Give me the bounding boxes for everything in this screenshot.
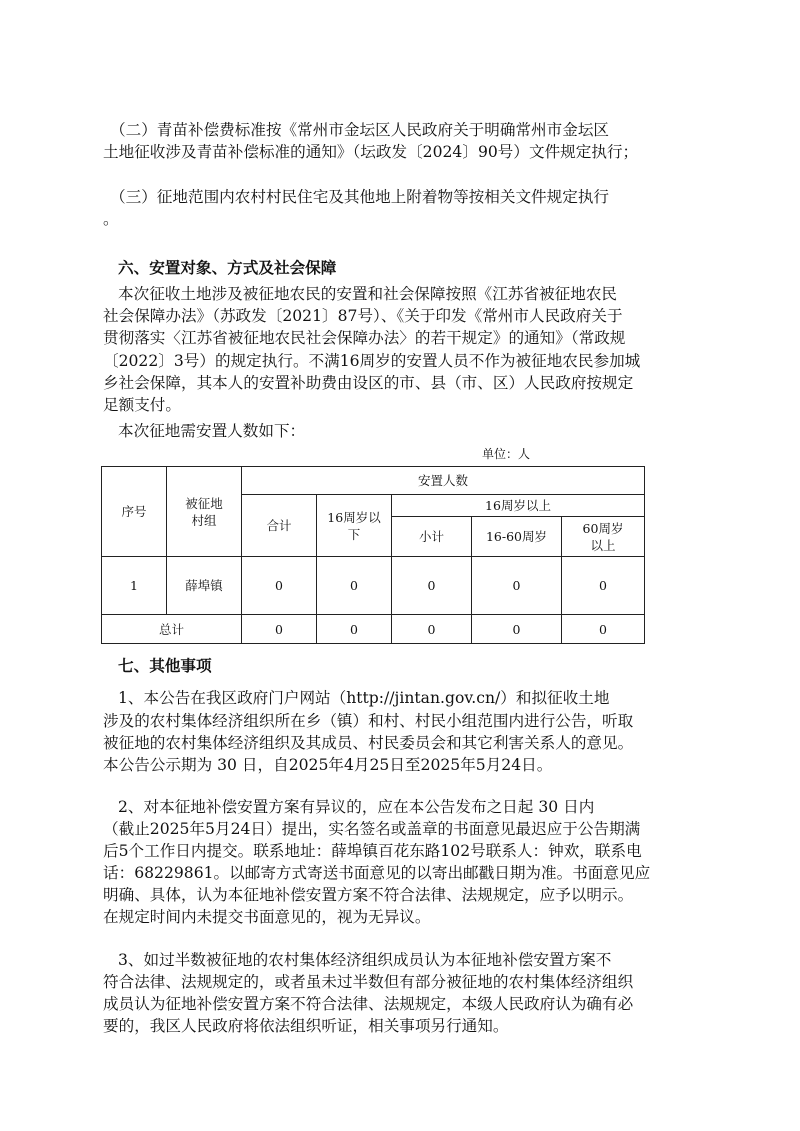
cell-village: 薛埠镇 <box>167 557 242 615</box>
paragraph-line: 成员认为征地补偿安置方案不符合法律、法规规定，本级人民政府认为确有必 <box>103 995 634 1013</box>
header-under16 <box>317 495 392 557</box>
paragraph-line: 足额支付。 <box>103 396 181 414</box>
cell-over60: 0 <box>562 557 645 615</box>
cell-age16-60: 0 <box>472 557 562 615</box>
cell-seq: 1 <box>102 557 167 615</box>
header-total: 合计 <box>242 495 317 557</box>
paragraph-line: 。 <box>103 210 119 228</box>
sum-under16: 0 <box>317 615 392 644</box>
section-heading: 六、安置对象、方式及社会保障 <box>118 259 337 277</box>
paragraph-line: （二）青苗补偿费标准按《常州市金坛区人民政府关于明确常州市金坛区 <box>110 121 610 139</box>
table-row <box>102 557 645 615</box>
paragraph-line: 本公告公示期为 30 日，自2025年4月25日至2025年5月24日。 <box>103 756 553 774</box>
table-sum-row <box>102 615 645 644</box>
paragraph-line: （截止2025年5月24日）提出，实名签名或盖章的书面意见最迟应于公告期满 <box>103 820 641 838</box>
paragraph-line: 1、本公告在我区政府门户网站（http://jintan.gov.cn/）和拟征收土地 <box>118 689 610 707</box>
table-header-row <box>102 467 645 495</box>
header-over60 <box>562 517 645 557</box>
resettlement-table <box>101 466 645 644</box>
header-village-text: 被征地村组 <box>185 495 223 528</box>
sum-subtotal: 0 <box>392 615 472 644</box>
paragraph-line: 符合法律、法规规定的，或者虽未过半数但有部分被征地的农村集体经济组织 <box>103 973 634 991</box>
header-resettle-count: 安置人数 <box>242 467 645 495</box>
paragraph-line: 土地征收涉及青苗补偿标准的通知》（坛政发〔2024〕90号）文件规定执行； <box>103 143 639 161</box>
cell-under16: 0 <box>317 557 392 615</box>
sum-over60: 0 <box>562 615 645 644</box>
sum-label: 总计 <box>102 615 242 644</box>
header-village <box>167 467 242 557</box>
sum-age16-60: 0 <box>472 615 562 644</box>
section-heading: 七、其他事项 <box>118 657 212 675</box>
header-age16-60: 16-60周岁 <box>472 517 562 557</box>
paragraph-line: 后5个工作日内提交。联系地址：薛埠镇百花东路102号联系人：钟欢，联系电 <box>103 842 642 860</box>
unit-label: 单位：人 <box>482 447 531 461</box>
cell-total: 0 <box>242 557 317 615</box>
header-subtotal: 小计 <box>392 517 472 557</box>
paragraph-line: 贯彻落实〈江苏省被征地农民社会保障办法〉的若干规定》的通知》（常政规 <box>103 329 626 347</box>
paragraph-line: 〔2022〕3号）的规定执行。不满16周岁的安置人员不作为被征地农民参加城 <box>103 352 641 370</box>
paragraph-line: 在规定时间内未提交书面意见的，视为无异议。 <box>103 908 431 926</box>
header-over60-text: 60周岁以上 <box>582 520 624 553</box>
paragraph-line: 要的，我区人民政府将依法组织听证，相关事项另行通知。 <box>103 1017 509 1035</box>
paragraph-line: 乡社会保障，其本人的安置补助费由设区的市、县（市、区）人民政府按规定 <box>103 374 634 392</box>
paragraph-line: 2、对本征地补偿安置方案有异议的，应在本公告发布之日起 30 日内 <box>118 798 595 816</box>
paragraph-line: 社会保障办法》（苏政发〔2021〕87号）、《关于印发《常州市人民政府关于 <box>103 307 623 325</box>
paragraph-line: 话：68229861。以邮寄方式寄送书面意见的以寄出邮戳日期为准。书面意见应 <box>103 864 651 882</box>
sum-total: 0 <box>242 615 317 644</box>
paragraph-line: 涉及的农村集体经济组织所在乡（镇）和村、村民小组范围内进行公告，听取 <box>103 712 634 730</box>
paragraph-line: 本次征地需安置人数如下： <box>118 422 306 440</box>
paragraph-line: 3、如过半数被征地的农村集体经济组织成员认为本征地补偿安置方案不 <box>118 951 612 969</box>
paragraph-line: 明确、具体，认为本征地补偿安置方案不符合法律、法规规定，应予以明示。 <box>103 886 634 904</box>
paragraph-line: 被征地的农村集体经济组织及其成员、村民委员会和其它利害关系人的意见。 <box>103 734 634 752</box>
paragraph-line: 本次征收土地涉及被征地农民的安置和社会保障按照《江苏省被征地农民 <box>118 285 618 303</box>
header-seq: 序号 <box>102 467 167 557</box>
cell-subtotal: 0 <box>392 557 472 615</box>
header-under16-text: 16周岁以下 <box>327 509 381 542</box>
paragraph-line: （三）征地范围内农村村民住宅及其他地上附着物等按相关文件规定执行 <box>110 188 610 206</box>
header-over16: 16周岁以上 <box>392 495 645 517</box>
